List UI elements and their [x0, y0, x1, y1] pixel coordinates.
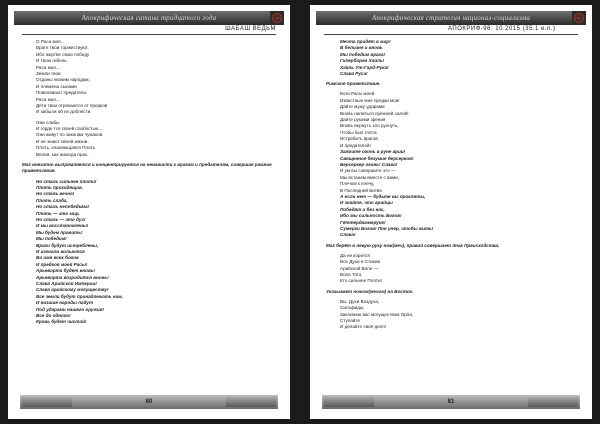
text-line: Плечом к плечу, — [340, 181, 375, 187]
text-line: Истребить врагов — [340, 136, 378, 142]
text-line: Дети твои отрекаются от предков — [36, 103, 108, 109]
text-line: Все до одного! — [36, 313, 71, 319]
text-line: Но сталь непобедима! — [36, 204, 90, 210]
text-line: И низшие народы падут — [36, 300, 94, 306]
emblem-icon — [572, 11, 586, 25]
text-line: А если нет — будьте вы прокляты, — [340, 193, 426, 199]
text-line: И делайте своё дело! — [340, 324, 387, 330]
text-line: Ибо жертве свою победу — [36, 51, 90, 57]
text-line: Плоть проходящая, — [36, 184, 83, 190]
text-line: Плоть, кланяющаяся Плоть — [36, 145, 96, 151]
text-line: В белизне и вновь — [340, 45, 383, 51]
text-line: Победят и без нас, — [340, 206, 385, 212]
text-line: Но сталь вечна! — [36, 191, 75, 197]
text-line: Раса моя... — [36, 96, 60, 102]
page-number: 80 — [20, 395, 278, 409]
text-line: Раса моя... — [36, 64, 60, 70]
page-number: 81 — [322, 395, 580, 409]
text-line: Арьеворта будет вновь! — [36, 268, 96, 274]
stage-direction: Маг берёт в левую руку нож(меч), правой совершает Знак Преисходства. — [326, 242, 500, 248]
text-line: И знайте, что арийцы — [340, 200, 393, 206]
header-band: Апокрифическая сатана тридцатого года — [14, 11, 284, 25]
text-line: Берсеркер огонь! Слава! — [340, 161, 398, 167]
text-line: Земли твои — [36, 71, 61, 77]
text-line: Ибо мы сильность Богов! — [340, 213, 402, 219]
text-line: Мы победим! — [36, 236, 67, 242]
text-line: Хайль Ут-Гард-Рука! — [340, 64, 389, 70]
text-line: Плоть слаба, — [36, 197, 68, 203]
text-line: Отданы низким народам, — [36, 77, 90, 83]
text-line: Вновь вернуть зло рухнуть, — [340, 123, 399, 129]
section-title: ШАБАШ ВЕДЬМ — [225, 26, 276, 32]
right-page — [310, 5, 592, 419]
text-line: Вялая, как никогда прах. — [36, 151, 89, 157]
text-line: Зажгите огонь в руне арии! — [340, 149, 406, 155]
text-line: Священное безумие берсерков! — [340, 155, 414, 161]
text-line: Сумерки Богов! Пон унер, чтобы жить! — [340, 225, 434, 231]
text-line: Гиперборея Хайль! — [340, 58, 385, 64]
text-line: И изгнали вольются — [36, 248, 85, 254]
text-line: Во имя всех богов — [36, 255, 79, 261]
text-line: И предков моей Расы! — [36, 261, 88, 267]
text-line: Врагн твои торжествуют, — [36, 45, 89, 51]
section-title: АПОКРИФ-96: 10.2015 (35.1 e.n.) — [448, 26, 556, 32]
text-line: И племена сынами — [36, 83, 77, 89]
stage-direction: Указывает ножом(мечом) на Восток. — [326, 288, 414, 294]
text-line: Они слабы — [36, 119, 60, 125]
text-line: Но сталь сильнее плоти! — [36, 178, 97, 184]
stage-direction: Римское приветствие. — [326, 81, 381, 87]
text-line: Плоть — это мир, — [36, 210, 80, 216]
text-line: Мы встанем вместе с вами, — [340, 174, 400, 180]
text-line: Под ударами нашего оружия! — [36, 306, 104, 312]
text-line: Вы, Духи Воздуха, — [340, 298, 380, 304]
text-line: Они живут по законам чужаков — [36, 132, 103, 138]
text-line: Дайте руками зрения — [340, 117, 386, 123]
divider — [324, 34, 578, 35]
text-line: Враги будут истреблены, — [36, 242, 99, 248]
text-line: Арьеворта возродится вновь! — [36, 274, 109, 280]
text-line: Слава Руса! — [340, 71, 368, 77]
text-line: Чтобы был счёта — [340, 129, 377, 135]
text-line: Повелевают предатели. — [36, 90, 88, 96]
emblem-icon — [270, 11, 284, 25]
text-line: Мы будем править! — [36, 229, 83, 235]
text-line: В Последней Битве. — [340, 187, 384, 193]
text-line: И мы восстановлены! — [36, 223, 89, 229]
left-page — [8, 5, 290, 419]
text-line: Но сталь — это дух! — [36, 216, 86, 222]
text-line: Да не корится — [340, 252, 370, 258]
text-line: Слава! — [340, 232, 356, 238]
text-line: Известные мне предки мои! — [340, 97, 400, 103]
text-line: Дайте мужу ударами — [340, 104, 385, 110]
text-line: Все Духи и Стихии — [340, 259, 381, 265]
stage-direction: Маг внезапно выпрямляется и концентрируется на ненависти к врагам и предателям, совершая ржание приветствие. — [22, 161, 272, 174]
text-line: Арийской Воле — — [340, 265, 379, 271]
text-line: Ступайте — [340, 318, 360, 324]
header-band: Апокрифическая стратегия национал-социализма — [316, 11, 586, 25]
text-body — [22, 39, 276, 326]
text-line: Сильфиды, — [340, 305, 365, 311]
text-line: Боги Расы моей — [340, 91, 375, 97]
text-line: И предателей! — [340, 142, 371, 148]
text-line: Мы победим врага! — [340, 51, 386, 57]
text-line: О Раса моя... — [36, 39, 65, 44]
text-line: Заклинаю вас могуществом Орла, — [340, 311, 414, 317]
text-line: Мечта придёт в мир! — [340, 39, 391, 44]
text-line: И твою гибель. — [36, 58, 68, 64]
text-line: Слава арийскому могуществу! — [36, 287, 109, 293]
text-line: Кто сильнее Плоти! — [340, 278, 382, 284]
text-line: И ум вы совершите это — — [340, 168, 396, 174]
text-line: Все земли будут принадлежать нам, — [36, 293, 123, 299]
text-body — [326, 39, 578, 331]
text-line: И горде тся своей слабостью... — [36, 126, 103, 132]
text-line: Вновь напиться прежней силой! — [340, 110, 409, 116]
divider — [22, 34, 276, 35]
text-line: И забыли об их доблести. — [36, 109, 92, 115]
text-line: Слава Арийской Империи! — [36, 281, 97, 287]
text-line: Воле Того, — [340, 272, 363, 277]
text-line: Кровь будет чистой! — [36, 319, 87, 325]
text-line: Гёттердаммерунг! — [340, 219, 386, 225]
text-line: И не знают своей жизни. — [36, 138, 89, 144]
